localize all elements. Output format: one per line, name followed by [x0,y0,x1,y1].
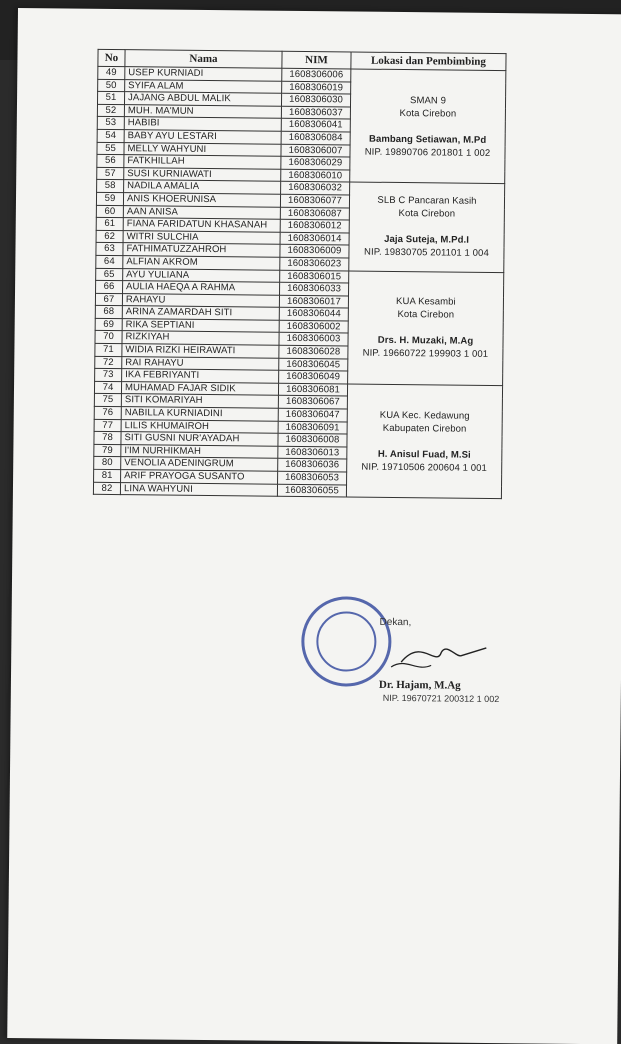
cell-nim: 1608306029 [281,156,350,169]
cell-lokasi-pembimbing [346,384,502,499]
lokasi-line2: Kabupaten Cirebon [382,422,467,435]
cell-nama: AAN ANISA [123,205,280,219]
cell-no: 67 [95,293,122,306]
signatory-nip: NIP. 19670721 200312 1 002 [382,692,500,705]
cell-nim: 1608306081 [278,383,347,396]
header-lokasi: Lokasi dan Pembimbing [351,52,506,71]
header-nama: Nama [125,50,282,69]
cell-no: 50 [98,79,125,92]
pembimbing-nip: NIP. 19830705 201101 1 004 [363,247,489,260]
pembimbing-name: Jaja Suteja, M.Pd.I [384,234,470,247]
cell-nim: 1608306030 [281,93,350,106]
cell-no: 63 [96,243,123,256]
cell-no: 57 [97,167,124,180]
cell-nama: BABY AYU LESTARI [124,130,281,144]
cell-nama: HABIBI [124,117,281,131]
cell-nama: SITI KOMARIYAH [121,394,278,408]
cell-nama: RAHAYU [122,293,279,307]
cell-nim: 1608306036 [278,459,347,472]
cell-no: 65 [96,268,123,281]
cell-nama: MELLY WAHYUNI [124,142,281,156]
cell-nama: USEP KURNIADI [125,67,282,81]
cell-nama: ANIS KHOERUNISA [123,193,280,207]
signatory-title: Dekan, [379,616,412,629]
cell-no: 79 [94,444,121,457]
cell-nim: 1608306023 [280,257,349,270]
cell-no: 52 [97,104,124,117]
cell-nama: RAI RAHAYU [122,356,279,370]
cell-nama: MUHAMAD FAJAR SIDIK [121,381,278,395]
cell-no: 60 [96,205,123,218]
cell-nama: ARIF PRAYOGA SUSANTO [121,470,278,484]
cell-no: 59 [96,192,123,205]
cell-nim: 1608306003 [279,333,348,346]
cell-nama: ALFIAN AKROM [123,256,280,270]
handwritten-signature [361,627,492,678]
cell-nim: 1608306013 [278,446,347,459]
pembimbing-nip: NIP. 19890706 201801 1 002 [364,146,491,159]
cell-no: 72 [95,356,122,369]
cell-nama: LILIS KHUMAIROH [121,419,278,433]
cell-no: 58 [97,180,124,193]
cell-no: 74 [94,381,121,394]
cell-nim: 1608306087 [280,207,349,220]
cell-no: 54 [97,129,124,142]
cell-nim: 1608306067 [278,396,347,409]
cell-nim: 1608306019 [282,81,351,94]
cell-nama: FATHIMATUZZAHROH [123,243,280,257]
cell-nim: 1608306033 [280,282,349,295]
cell-no: 64 [96,255,123,268]
cell-no: 71 [95,343,122,356]
cell-nim: 1608306015 [280,270,349,283]
cell-no: 68 [95,306,122,319]
cell-nama: SYIFA ALAM [125,79,282,93]
header-nim: NIM [282,51,351,69]
cell-no: 66 [96,280,123,293]
student-table-container [93,49,568,500]
cell-no: 76 [94,406,121,419]
cell-nama: FATKHILLAH [124,155,281,169]
lokasi-line1: SMAN 9 [409,94,447,107]
cell-nama: IKA FEBRIYANTI [122,369,279,383]
cell-no: 78 [94,432,121,445]
pembimbing-nip: NIP. 19710506 200604 1 001 [361,461,488,474]
cell-no: 82 [93,482,120,495]
student-table [93,49,507,499]
cell-nim: 1608306047 [278,408,347,421]
cell-nim: 1608306017 [279,295,348,308]
cell-nim: 1608306049 [279,371,348,384]
cell-nama: RIZKIYAH [122,331,279,345]
cell-nim: 1608306012 [280,219,349,232]
header-no: No [98,49,125,66]
cell-no: 69 [95,318,122,331]
lokasi-line2: Kota Cirebon [399,107,457,120]
table-body [93,66,505,498]
cell-no: 73 [95,369,122,382]
pembimbing-name: H. Anisul Fuad, M.Si [377,448,471,461]
cell-nim: 1608306009 [280,245,349,258]
cell-nama: AYU YULIANA [123,268,280,282]
cell-no: 62 [96,230,123,243]
cell-nama: RIKA SEPTIANI [122,318,279,332]
cell-nim: 1608306007 [281,144,350,157]
lokasi-line1: KUA Kesambi [396,296,456,308]
cell-nama: I'IM NURHIKMAH [121,444,278,458]
cell-nama: WITRI SULCHIA [123,230,280,244]
cell-nama: NABILLA KURNIADINI [121,407,278,421]
lokasi-line2: Kota Cirebon [397,309,455,321]
cell-nama: JAJANG ABDUL MALIK [124,92,281,106]
cell-no: 70 [95,331,122,344]
cell-nim: 1608306091 [278,421,347,434]
cell-nama: ARINA ZAMARDAH SITI [122,306,279,320]
signatory-name: Dr. Hajam, M.Ag [378,678,461,692]
cell-nim: 1608306045 [279,358,348,371]
pembimbing-nip: NIP. 19660722 199903 1 001 [362,347,489,361]
cell-nama: SITI GUSNI NUR'AYADAH [121,432,278,446]
cell-no: 49 [98,66,125,79]
cell-nim: 1608306037 [281,106,350,119]
cell-nama: AULIA HAEQA A RAHMA [123,281,280,295]
cell-no: 55 [97,142,124,155]
lokasi-line1: KUA Kec. Kedawung [379,409,470,422]
cell-nim: 1608306041 [281,119,350,132]
cell-no: 53 [97,117,124,130]
cell-nama: FIANA FARIDATUN KHASANAH [123,218,280,232]
cell-nama: MUH. MA'MUN [124,104,281,118]
cell-nama: NADILA AMALIA [124,180,281,194]
cell-no: 81 [94,469,121,482]
cell-nim: 1608306053 [278,471,347,484]
cell-nim: 1608306014 [280,232,349,245]
cell-nim: 1608306008 [278,433,347,446]
cell-nim: 1608306002 [279,320,348,333]
cell-lokasi-pembimbing [350,69,506,184]
cell-lokasi-pembimbing [349,182,505,272]
cell-no: 61 [96,217,123,230]
cell-nim: 1608306006 [282,68,351,81]
cell-lokasi-pembimbing [348,270,504,385]
cell-nim: 1608306044 [279,308,348,321]
document-page [7,8,621,1044]
lokasi-line1: SLB C Pancaran Kasih [377,195,477,208]
cell-nim: 1608306010 [281,169,350,182]
cell-nim: 1608306055 [277,484,346,497]
cell-nim: 1608306084 [281,131,350,144]
cell-nama: WIDIA RIZKI HEIRAWATI [122,344,279,358]
cell-no: 56 [97,154,124,167]
cell-nama: SUSI KURNIAWATI [124,167,281,181]
pembimbing-name: Drs. H. Muzaki, M.Ag [377,334,474,347]
cell-nim: 1608306077 [280,194,349,207]
lokasi-line2: Kota Cirebon [398,208,456,221]
pembimbing-name: Bambang Setiawan, M.Pd [368,133,487,146]
cell-nim: 1608306032 [281,182,350,195]
signature-block [301,596,562,719]
cell-no: 51 [97,92,124,105]
cell-nim: 1608306028 [279,345,348,358]
cell-nama: VENOLIA ADENINGRUM [121,457,278,471]
cell-no: 75 [94,394,121,407]
cell-no: 80 [94,457,121,470]
cell-nama: LINA WAHYUNI [120,482,277,496]
cell-no: 77 [94,419,121,432]
